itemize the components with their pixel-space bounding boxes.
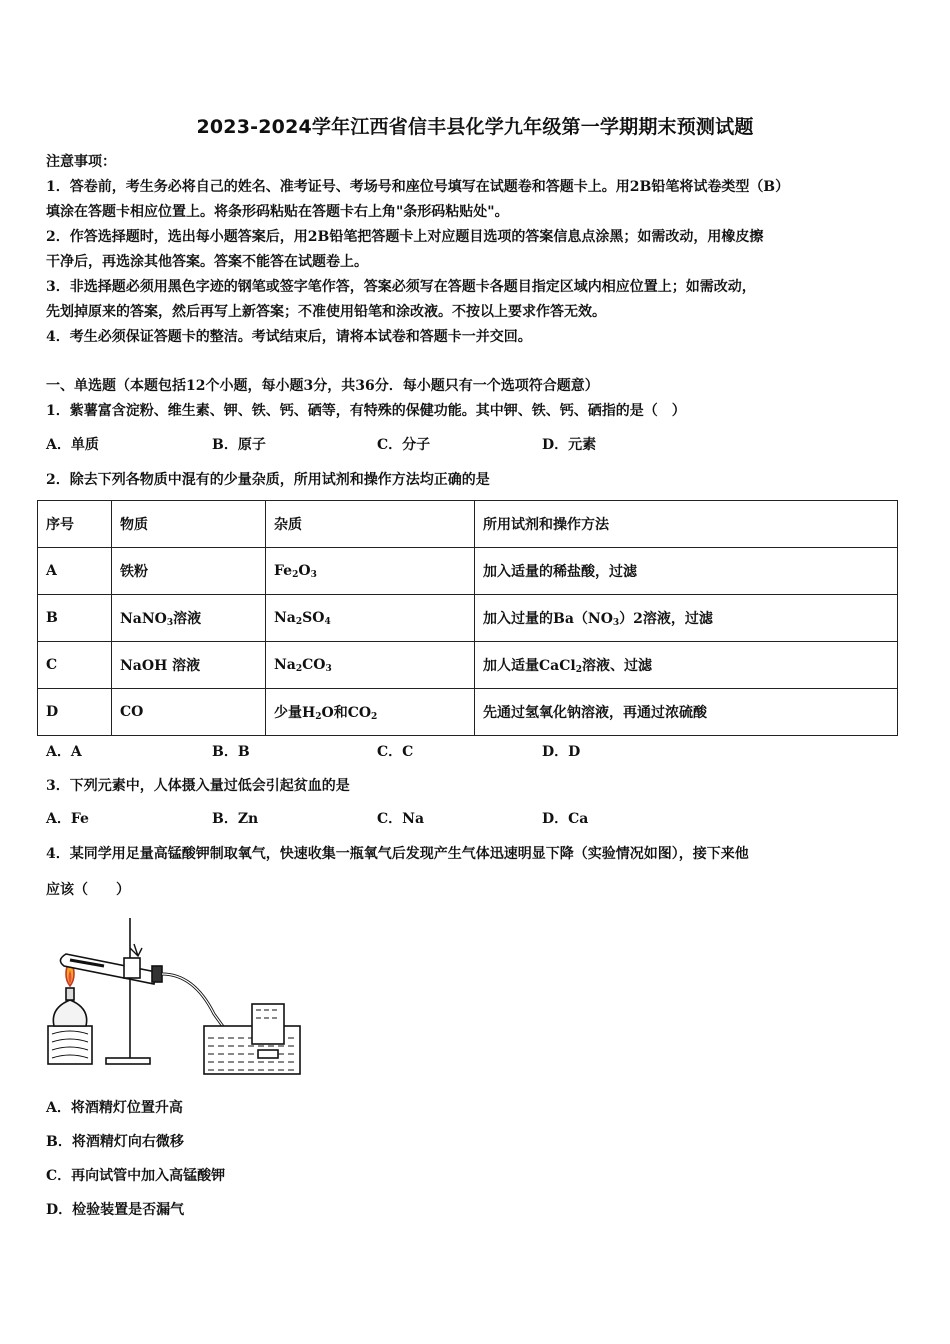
row-substance: [112, 595, 266, 642]
notice-line: 干净后，再选涂其他答案。答案不能答在试题卷上。: [46, 254, 368, 270]
row-substance: [112, 548, 266, 595]
method-text: 加人适量CaCl: [483, 658, 576, 674]
row-impurity: [266, 548, 475, 595]
q4-option-a[interactable]: A．将酒精灯位置升高: [46, 1100, 183, 1116]
formula-subscript: 4: [324, 616, 331, 627]
formula-part: Fe: [274, 562, 293, 579]
formula-subscript: 2: [292, 569, 299, 580]
row-substance: [112, 642, 266, 689]
method-text: 先通过氢氧化钠溶液，再通过浓硫酸: [483, 705, 707, 721]
row-id: A: [38, 548, 112, 595]
row-method: [475, 689, 898, 736]
formula-part: O和CO: [321, 705, 372, 721]
method-text: 溶液、过滤: [581, 658, 652, 674]
row-id: B: [38, 595, 112, 642]
notice-heading: 注意事项：: [46, 154, 116, 170]
substance-text: 溶液: [173, 611, 202, 627]
q2-option-c[interactable]: C．C: [377, 744, 414, 760]
notice-line: 3．非选择题必须用黑色字迹的钢笔或签字笔作答，答案必须写在答题卡各题目指定区域内相应位置上；如需改动，: [46, 279, 756, 295]
notice-line: 先划掉原来的答案，然后再写上新答案；不准使用铅笔和涂改液。不按以上要求作答无效。: [46, 304, 606, 320]
clamp: [124, 958, 140, 978]
formula-part: NaNO: [120, 611, 167, 627]
notice-line: 填涂在答题卡相应位置上。将条形码粘贴在答题卡右上角"条形码粘贴处"。: [46, 204, 509, 220]
wooden-block: [48, 1026, 92, 1064]
q4-option-c[interactable]: C．再向试管中加入高锰酸钾: [46, 1168, 226, 1184]
row-method: [475, 548, 898, 595]
table-header-cell: 序号: [38, 501, 112, 548]
table-row: [38, 689, 898, 736]
bottle-shelf: [258, 1050, 278, 1058]
formula-part: Na: [274, 609, 296, 626]
lamp-wick-holder: [66, 988, 74, 1000]
row-substance: [112, 689, 266, 736]
q4-option-b[interactable]: B．将酒精灯向右微移: [46, 1134, 184, 1150]
table-row: [38, 548, 898, 595]
table-header-row: [38, 501, 898, 548]
section-heading: 一、单选题（本题包括12个小题，每小题3分，共36分．每小题只有一个选项符合题意）: [46, 378, 599, 394]
formula-subscript: 2: [295, 616, 303, 627]
q3-option-b[interactable]: B．Zn: [212, 811, 259, 827]
q3-option-d[interactable]: D．Ca: [542, 811, 589, 827]
formula-subscript: 3: [310, 569, 317, 580]
q3-stem: 3．下列元素中，人体摄入量过低会引起贫血的是: [46, 778, 350, 794]
q2-stem: 2．除去下列各物质中混有的少量杂质，所用试剂和操作方法均正确的是: [46, 472, 490, 488]
row-impurity: [266, 689, 475, 736]
row-method: [475, 595, 898, 642]
row-id: C: [38, 642, 112, 689]
table-header-cell: 物质: [112, 501, 266, 548]
q1-stem: 1．紫薯富含淀粉、维生素、钾、铁、钙、硒等，有特殊的保健功能。其中钾、铁、钙、硒指的是（ ）: [46, 403, 686, 419]
formula-subscript: 2: [371, 712, 378, 722]
substance-text: NaOH 溶液: [120, 658, 201, 674]
formula-part: SO: [302, 609, 325, 626]
notice-line: 2．作答选择题时，选出每小题答案后，用2B铅笔把答题卡上对应题目选项的答案信息点涂黑；如需改动，用橡皮擦: [46, 229, 764, 245]
formula-subscript: 2: [315, 712, 322, 722]
formula-part: CO: [302, 656, 326, 673]
formula-subscript: 3: [325, 663, 332, 674]
q2-option-b[interactable]: B．B: [212, 744, 250, 760]
table-header-cell: 杂质: [266, 501, 475, 548]
substance-text: 铁粉: [120, 564, 148, 580]
row-method: [475, 642, 898, 689]
stopper: [152, 966, 162, 982]
q2-option-a[interactable]: A．A: [46, 744, 82, 760]
alcohol-lamp: [53, 1000, 86, 1026]
notice-line: 4．考生必须保证答题卡的整洁。考试结束后，请将本试卷和答题卡一并交回。: [46, 329, 532, 345]
method-text: 加入适量的稀盐酸，过滤: [483, 564, 637, 580]
q4-option-d[interactable]: D．检验装置是否漏气: [46, 1202, 185, 1218]
test-tube: [60, 954, 156, 984]
q1-option-d[interactable]: D．元素: [542, 437, 597, 453]
formula-part: 少量H: [274, 705, 316, 721]
formula-part: Na: [274, 656, 296, 673]
wood-grain: [52, 1031, 88, 1058]
row-id: D: [38, 689, 112, 736]
row-impurity: [266, 642, 475, 689]
q3-option-c[interactable]: C．Na: [377, 811, 425, 827]
q4-stem-line: 应该（ ）: [46, 882, 130, 898]
q4-stem-line: 4．某同学用足量高锰酸钾制取氧气，快速收集一瓶氧气后发现产生气体迅速明显下降（实验情况如图），接下来他: [46, 846, 749, 862]
formula-subscript: 2: [575, 665, 582, 675]
page-title: 2023-2024学年江西省信丰县化学九年级第一学期期末预测试题: [196, 116, 754, 138]
q2-option-d[interactable]: D．D: [542, 744, 581, 760]
oxygen-apparatus-figure: [44, 914, 306, 1080]
formula-subscript: 3: [166, 618, 174, 628]
table-row: [38, 642, 898, 689]
q1-option-b[interactable]: B．原子: [212, 437, 266, 453]
substance-text: CO: [120, 704, 144, 720]
table-row: [38, 595, 898, 642]
formula-subscript: 3: [612, 618, 620, 628]
formula-part: O: [298, 562, 311, 579]
q3-option-a[interactable]: A．Fe: [46, 811, 89, 827]
formula-subscript: 2: [295, 663, 303, 674]
table-header-cell: 所用试剂和操作方法: [475, 501, 898, 548]
method-text: ）2溶液，过滤: [619, 611, 713, 627]
method-text: 加入过量的Ba（NO: [483, 611, 613, 627]
q1-option-a[interactable]: A．单质: [46, 437, 99, 453]
arrow-down: [130, 944, 142, 956]
q1-option-c[interactable]: C．分子: [377, 437, 431, 453]
q2-table: [37, 500, 898, 736]
notice-line: 1．答卷前，考生务必将自己的姓名、准考证号、考场号和座位号填写在试题卷和答题卡上。用2B铅笔将试卷类型（B）: [46, 179, 790, 195]
row-impurity: [266, 595, 475, 642]
stand-base: [106, 1058, 150, 1064]
